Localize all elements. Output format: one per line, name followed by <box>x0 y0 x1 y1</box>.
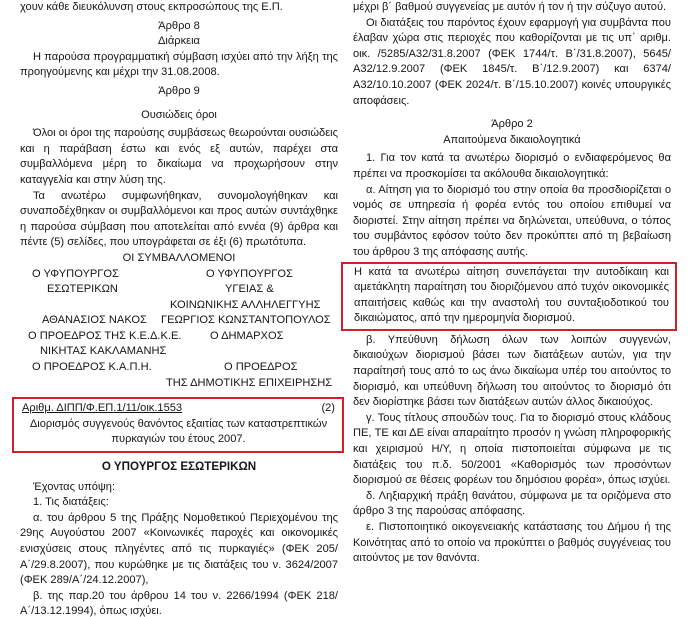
article-9-title: Άρθρο 9 <box>158 84 200 97</box>
article-9-paragraph-1: Όλοι οι όροι της παρούσης συμβάσεως θεωρούνται ουσιώδεις και η παράβαση έστω και ενός εξ αυτών, παρέχει στα συμβαλλόμενα μέρη το δικαίωμα να προχωρήσουν στην καταγγελία και στην λύση της. <box>20 127 338 186</box>
signature-social-solidarity: ΚΟΙΝΩΝΙΚΗΣ ΑΛΛΗΛΕΓΓΥΗΣ <box>170 298 321 311</box>
article-8-title: Άρθρο 8 <box>158 19 200 32</box>
article-2-item-c: γ. Τους τίτλους σπουδών τους. Για το διορισμό στους κλάδους ΠΕ, ΤΕ και ΔΕ είναι απαραίτητο προσόν η γνώση πληροφορικής και χειρισμού Η/Υ, η οποία πιστοποιείται σύμφωνα με τις διατάξεις του π.δ. 50/2001 «Καθορισμός των προσόντων διορισμού σε θέσεις φορέων του δημόσιου φορέα», όπως ισχύει. <box>353 411 671 487</box>
signature-name-konstantopoulos: ΓΕΩΡΓΙΟΣ ΚΩΝΣΤΑΝΤΟΠΟΥΛΟΣ <box>161 314 331 327</box>
article-2-item-e: ε. Πιστοποιητικό οικογενειακής κατάστασης του Δήμου ή της Κοινότητας από το οποίο να προκύπτει ο βαθμός συγγένειας του αιτούντος με τον θανόντα. <box>353 521 671 565</box>
article-9-subtitle: Ουσιώδεις όροι <box>141 108 217 121</box>
signature-minister-interior-title: Ο ΥΦΥΠΟΥΡΓΟΣ <box>32 267 119 280</box>
decision-highlight-box <box>12 397 344 453</box>
article-8-body: Η παρούσα προγραμματική σύμβαση ισχύει από την λήξη της προηγούμενης και μέχρι την 31.08.2008. <box>20 50 338 79</box>
right-top-line: μέχρι β΄ βαθμού συγγενείας με αυτόν ή τον ή την σύζυγο αυτού. <box>353 1 667 13</box>
continued-line: χουν κάθε διευκόλυνση στους εκπροσώπους της Ε.Π. <box>20 1 283 13</box>
article-8-subtitle: Διάρκεια <box>158 35 200 48</box>
article-9-paragraph-2: Τα ανωτέρω συμφωνήθηκαν, συνομολογήθηκαν και συναποδέχθηκαν οι συμβαλλόμενοι και προς αυτών συντάχθηκε η παρούσα σύμβαση που αποτελείται από εννέα (9) άρθρα και πέντε (5) σελίδες, που υπογράφεται σε έξι (6) πρωτότυπα. <box>20 189 338 249</box>
signature-kedke-president: Ο ΠΡΟΕΔΡΟΣ ΤΗΣ Κ.Ε.Δ.Κ.Ε. <box>28 329 182 342</box>
right-column <box>353 0 671 567</box>
right-applicability-paragraph: Οι διατάξεις του παρόντος έχουν εφαρμογή για συμβάντα που έλαβαν χώρα στις περιοχές που καθορίζονται με τις υπ΄ αριθμ. οικ. /5285/Α32/31.8.2007 (ΦΕΚ 1744/τ. Β΄/31.8.2007), 5645/Α32/12.9.2007 (ΦΕΚ 1845/τ. Β΄/12.9.2007) και 6374/Α32/10.10.2007 (ΦΕΚ 2024/τ. Β΄/15.10.2007) κοινές υπουργικές αποφάσεις. <box>353 16 671 107</box>
waiver-highlight-box <box>341 262 677 331</box>
decision-reference: Αριθμ. ΔΙΠΠ/Φ.ΕΠ.1/11/οικ.1553 <box>22 402 183 415</box>
ministry-heading: Ο ΥΠΟΥΡΓΟΣ ΕΣΩΤΕΡΙΚΩΝ <box>101 460 257 474</box>
signature-minister-health-title: Ο ΥΦΥΠΟΥΡΓΟΣ <box>206 267 293 280</box>
article-2-subtitle: Απαιτούμενα δικαιολογητικά <box>443 133 581 146</box>
signature-kapi-president: Ο ΠΡΟΕΔΡΟΣ Κ.Α.Π.Η. <box>32 361 152 374</box>
signature-name-nakos: ΑΘΑΝΑΣΙΟΣ ΝΑΚΟΣ <box>42 314 147 327</box>
item-1a: α. του άρθρου 5 της Πράξης Νομοθετικού Περιεχομένου της 29ης Αυγούστου 2007 «Κοινωνικές παροχές και οικονομικές ενισχύσεις στους πληγέντες από τις πυρκαγιές» (ΦΕΚ 205/Α΄/29.8.2007), που κυρώθηκε με τις διατάξεις του ν. 3624/2007 (ΦΕΚ 289/Α΄/24.12.2007), <box>20 511 338 587</box>
having-regard: Έχοντας υπόψη: <box>33 480 116 493</box>
waiver-text: Η κατά τα ανωτέρω αίτηση συνεπάγεται την αυτοδίκαιη και αμετάκλητη παραίτηση του διοριζόμενου από τυχόν οικονομικές απαιτήσεις καθώς και την αναστολή του συνταξιοδοτικού του δικαιώματος, από την ημερομηνία διορισμού. <box>354 265 669 325</box>
item-1: 1. Τις διατάξεις: <box>33 496 109 509</box>
item-1b: β. της παρ.20 του άρθρου 14 του ν. 2266/1994 (ΦΕΚ 218/Α΄/13.12.1994), όπως ισχύει. <box>20 589 338 617</box>
article-2-title: Άρθρο 2 <box>491 118 533 131</box>
signatures-block <box>20 267 338 392</box>
article-2-item-a: α. Αίτηση για το διορισμό του στην οποία θα προσδιορίζεται ο νομός σε υπηρεσία ή φορέα εντός του οποίου επιθυμεί να διοριστεί. Στην αίτηση πρέπει να δηλώνεται, υπεύθυνα, ο τόπος του συμβάντος εφόσον τούτο δεν προκύπτει από τη βεβαίωση του άρθρου 3 της απόφασης αυτής. <box>353 183 671 258</box>
article-2-item-d: δ. Ληξιαρχική πράξη θανάτου, σύμφωνα με τα οριζόμενα στο άρθρο 3 της παρούσας απόφασης. <box>353 489 671 518</box>
signatories-heading: ΟΙ ΣΥΜΒΑΛΛΟΜΕΝΟΙ <box>122 251 236 264</box>
signature-municipal-enterprise: ΤΗΣ ΔΗΜΟΤΙΚΗΣ ΕΠΙΧΕΙΡΗΣΗΣ <box>166 376 333 389</box>
signature-municipal-enterprise-president: Ο ΠΡΟΕΔΡΟΣ <box>224 361 298 374</box>
decision-number: (2) <box>321 402 335 415</box>
article-2-paragraph-1: 1. Για τον κατά τα ανωτέρω διορισμό ο ενδιαφερόμενος θα πρέπει να προσκομίσει τα ακόλουθα δικαιολογητικά: <box>353 152 671 180</box>
signature-name-kaklamanis: ΝΙΚΗΤΑΣ ΚΑΚΛΑΜΑΝΗΣ <box>40 345 167 358</box>
article-2-item-b: β. Υπεύθυνη δήλωση όλων των λοιπών συγγενών, δικαιούχων διορισμού βάσει των διατάξεων αυτών, για την παραίτησή τους από το ως άνω δικαίωμα υπέρ του αιτούντος το διορισμό, και υπεύθυνη δήλωση του αιτούντος το διορισμό ότι δεν διορίστηκε βάσει των διατάξεων αυτών άλλος δικαιούχος. <box>353 333 671 409</box>
left-column <box>20 0 338 617</box>
decision-title: Διορισμός συγγενούς θανόντος εξαιτίας των καταστρεπτικών πυρκαγιών του έτους 2007. <box>29 417 328 446</box>
signature-interior-ministry: ΕΣΩΤΕΡΙΚΩΝ <box>47 283 118 296</box>
signature-mayor: Ο ΔΗΜΑΡΧΟΣ <box>210 329 284 342</box>
signature-health-ministry: ΥΓΕΙΑΣ & <box>225 283 274 296</box>
